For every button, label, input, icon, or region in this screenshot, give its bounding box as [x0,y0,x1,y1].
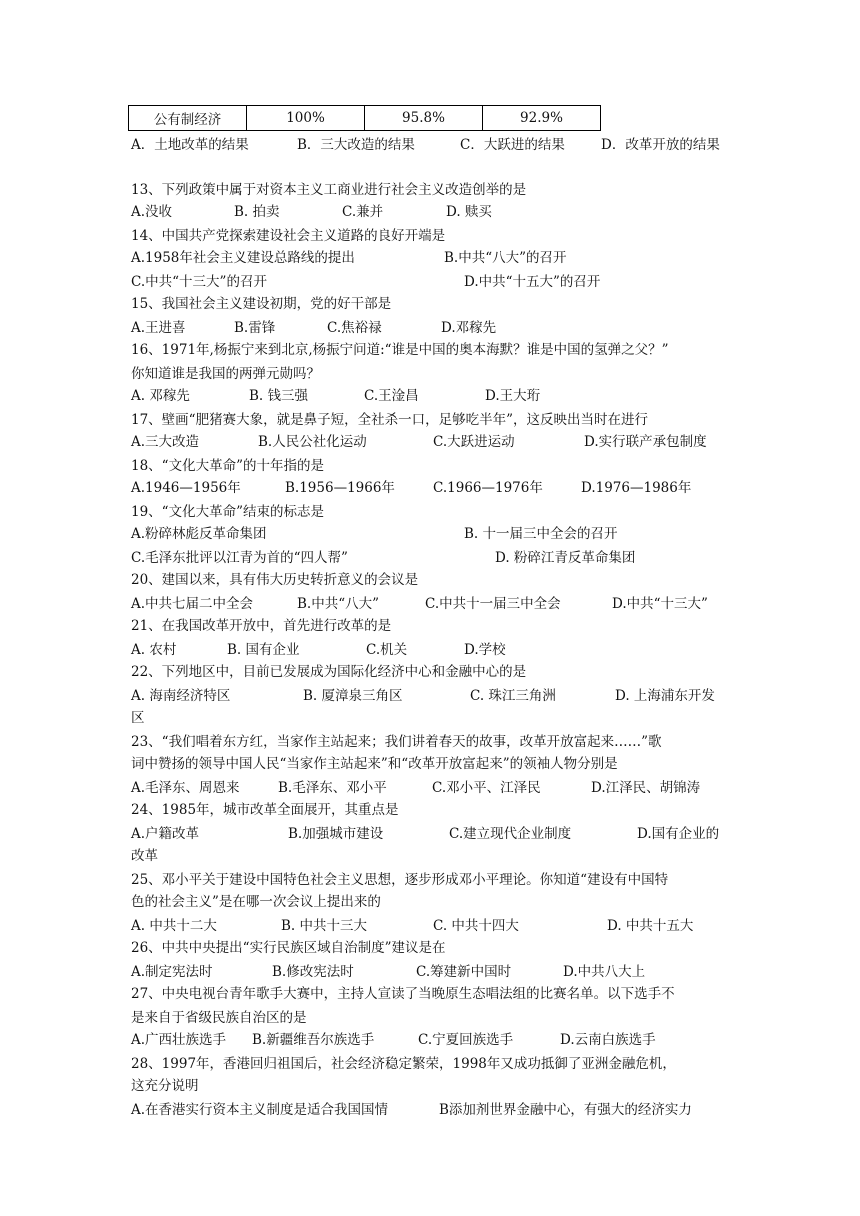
text-segment: B.人民公社化运动 [258,434,367,450]
text-segment: A. 邓稼先 [131,388,190,404]
text-segment: A.1958年社会主义建设总路线的提出 [131,250,355,266]
table-cell: 100% [247,106,365,131]
text-segment: D.国有企业的 [637,826,720,842]
text-segment: A. 中共十二大 [131,918,217,934]
text-segment: C.中共十一届三中全会 [425,596,561,612]
text-segment: C.筹建新中国时 [416,964,512,980]
text-segment: D. 中共十五大 [607,918,694,934]
table-cell: 92.9% [483,106,601,131]
table-cell: 公有制经济 [129,106,247,131]
text-segment: D. 赎买 [446,204,492,220]
text-segment: B.加强城市建设 [288,826,384,842]
text-segment: B. 拍卖 [234,204,280,220]
text-segment: 区 [131,710,145,726]
text-segment: A.制定宪法时 [131,964,213,980]
text-segment: C.邓小平、江泽民 [432,780,541,796]
text-segment: D.学校 [464,642,506,658]
text-segment: C.毛泽东批评以江青为首的“四人帮” [131,550,348,566]
text-segment: 23、“我们唱着东方红，当家作主站起来；我们讲着春天的故事，改革开放富起来……”歌 [131,734,662,750]
table-row [129,106,601,131]
text-segment: A.没收 [131,204,173,220]
text-segment: 是来自于省级民族自治区的是 [131,1010,307,1026]
text-segment: B. 国有企业 [227,642,300,658]
text-segment: A.三大改造 [131,434,200,450]
text-segment: D. 粉碎江青反革命集团 [495,550,636,566]
text-segment: D．改革开放的结果 [601,137,720,153]
text-segment: 27、中央电视台青年歌手大赛中，主持人宣读了当晚原生态唱法组的比赛名单。以下选手不 [131,986,675,1002]
text-segment: B.新疆维吾尔族选手 [252,1032,375,1048]
table-cell: 95.8% [365,106,483,131]
text-segment: 24、1985年，城市改革全面展开，其重点是 [131,802,399,818]
text-segment: 28、1997年，香港回归祖国后，社会经济稳定繁荣，1998年又成功抵御了亚洲金融危机， [131,1056,676,1072]
text-segment: A.在香港实行资本主义制度是适合我国国情 [131,1102,389,1118]
text-segment: D.1976—1986年 [581,480,692,496]
text-segment: C.建立现代企业制度 [449,826,572,842]
text-segment: C.机关 [366,642,408,658]
text-segment: A.广西壮族选手 [131,1032,227,1048]
text-segment: A.户籍改革 [131,826,200,842]
text-segment: B.中共“八大” [297,596,380,612]
text-segment: B.雷锋 [234,320,276,336]
text-segment: 18、“文化大革命”的十年指的是 [131,458,324,474]
text-segment: A. 海南经济特区 [131,688,231,704]
text-segment: B添加剂世界金融中心，有强大的经济实力 [439,1102,692,1118]
text-segment: D.中共“十三大” [612,596,708,612]
text-segment: 20、建国以来，具有伟大历史转折意义的会议是 [131,572,419,588]
text-segment: D.邓稼先 [441,320,497,336]
text-segment: A．土地改革的结果 [131,137,249,153]
text-segment: 14、中国共产党探索建设社会主义道路的良好开端是 [131,228,446,244]
text-segment: B.中共“八大”的召开 [444,250,567,266]
text-segment: C.1966—1976年 [433,480,543,496]
text-segment: B.毛泽东、邓小平 [278,780,387,796]
text-segment: C.宁夏回族选手 [418,1032,514,1048]
text-segment: B. 中共十三大 [281,918,368,934]
text-segment: B. 厦漳泉三角区 [303,688,403,704]
text-segment: A.毛泽东、周恩来 [131,780,240,796]
text-segment: C.兼并 [342,204,384,220]
text-segment: 改革 [131,848,158,864]
text-segment: C.中共“十三大”的召开 [131,274,267,290]
text-segment: D. 上海浦东开发 [615,688,715,704]
text-segment: C. 珠江三角洲 [470,688,556,704]
text-segment: C．大跃进的结果 [460,137,565,153]
text-segment: A.粉碎林彪反革命集团 [131,526,267,542]
text-segment: B. 十一届三中全会的召开 [464,526,618,542]
text-segment: B.1956—1966年 [285,480,395,496]
text-segment: D.王大珩 [485,388,541,404]
text-segment: B. 钱三强 [249,388,309,404]
text-segment: D.云南白族选手 [560,1032,656,1048]
text-segment: 16、1971年,杨振宁来到北京,杨振宁问道:“谁是中国的奥本海默？谁是中国的氢弹之父？” [131,342,669,358]
text-segment: C.大跃进运动 [433,434,515,450]
text-segment: 26、中共中央提出“实行民族区域自治制度”建议是在 [131,940,446,956]
text-segment: 21、在我国改革开放中，首先进行改革的是 [131,618,392,634]
text-segment: 你知道谁是我国的两弹元勋吗？ [131,366,320,382]
text-segment: C.王淦昌 [364,388,419,404]
text-segment: 17、壁画“肥猪赛大象，就是鼻子短，全社杀一口，足够吃半年”，这反映出当时在进行 [131,412,648,428]
text-segment: A.1946—1956年 [131,480,241,496]
text-segment: D.江泽民、胡锦涛 [591,780,701,796]
text-segment: 13、下列政策中属于对资本主义工商业进行社会主义改造创举的是 [131,182,527,198]
text-segment: B.修改宪法时 [272,964,354,980]
text-segment: A. 农村 [131,642,177,658]
text-segment: D.中共“十五大”的召开 [464,274,601,290]
ownership-table [128,105,601,131]
text-segment: B．三大改造的结果 [297,137,415,153]
text-segment: 15、我国社会主义建设初期，党的好干部是 [131,296,392,312]
text-segment: C. 中共十四大 [433,918,519,934]
text-segment: D.中共八大上 [563,964,646,980]
text-segment: 25、邓小平关于建设中国特色社会主义思想，逐步形成邓小平理论。你知道“建设有中国特 [131,872,669,888]
text-segment: 色的社会主义”是在哪一次会议上提出来的 [131,894,381,910]
text-segment: C.焦裕禄 [327,320,382,336]
text-segment: A.王进喜 [131,320,186,336]
text-segment: 这充分说明 [131,1078,199,1094]
text-segment: 19、“文化大革命”结束的标志是 [131,504,324,520]
text-segment: 词中赞扬的领导中国人民“当家作主站起来”和“改革开放富起来”的领袖人物分别是 [131,756,618,772]
text-segment: A.中共七届二中全会 [131,596,254,612]
text-segment: D.实行联产承包制度 [584,434,707,450]
text-segment: 22、下列地区中，目前已发展成为国际化经济中心和金融中心的是 [131,664,527,680]
